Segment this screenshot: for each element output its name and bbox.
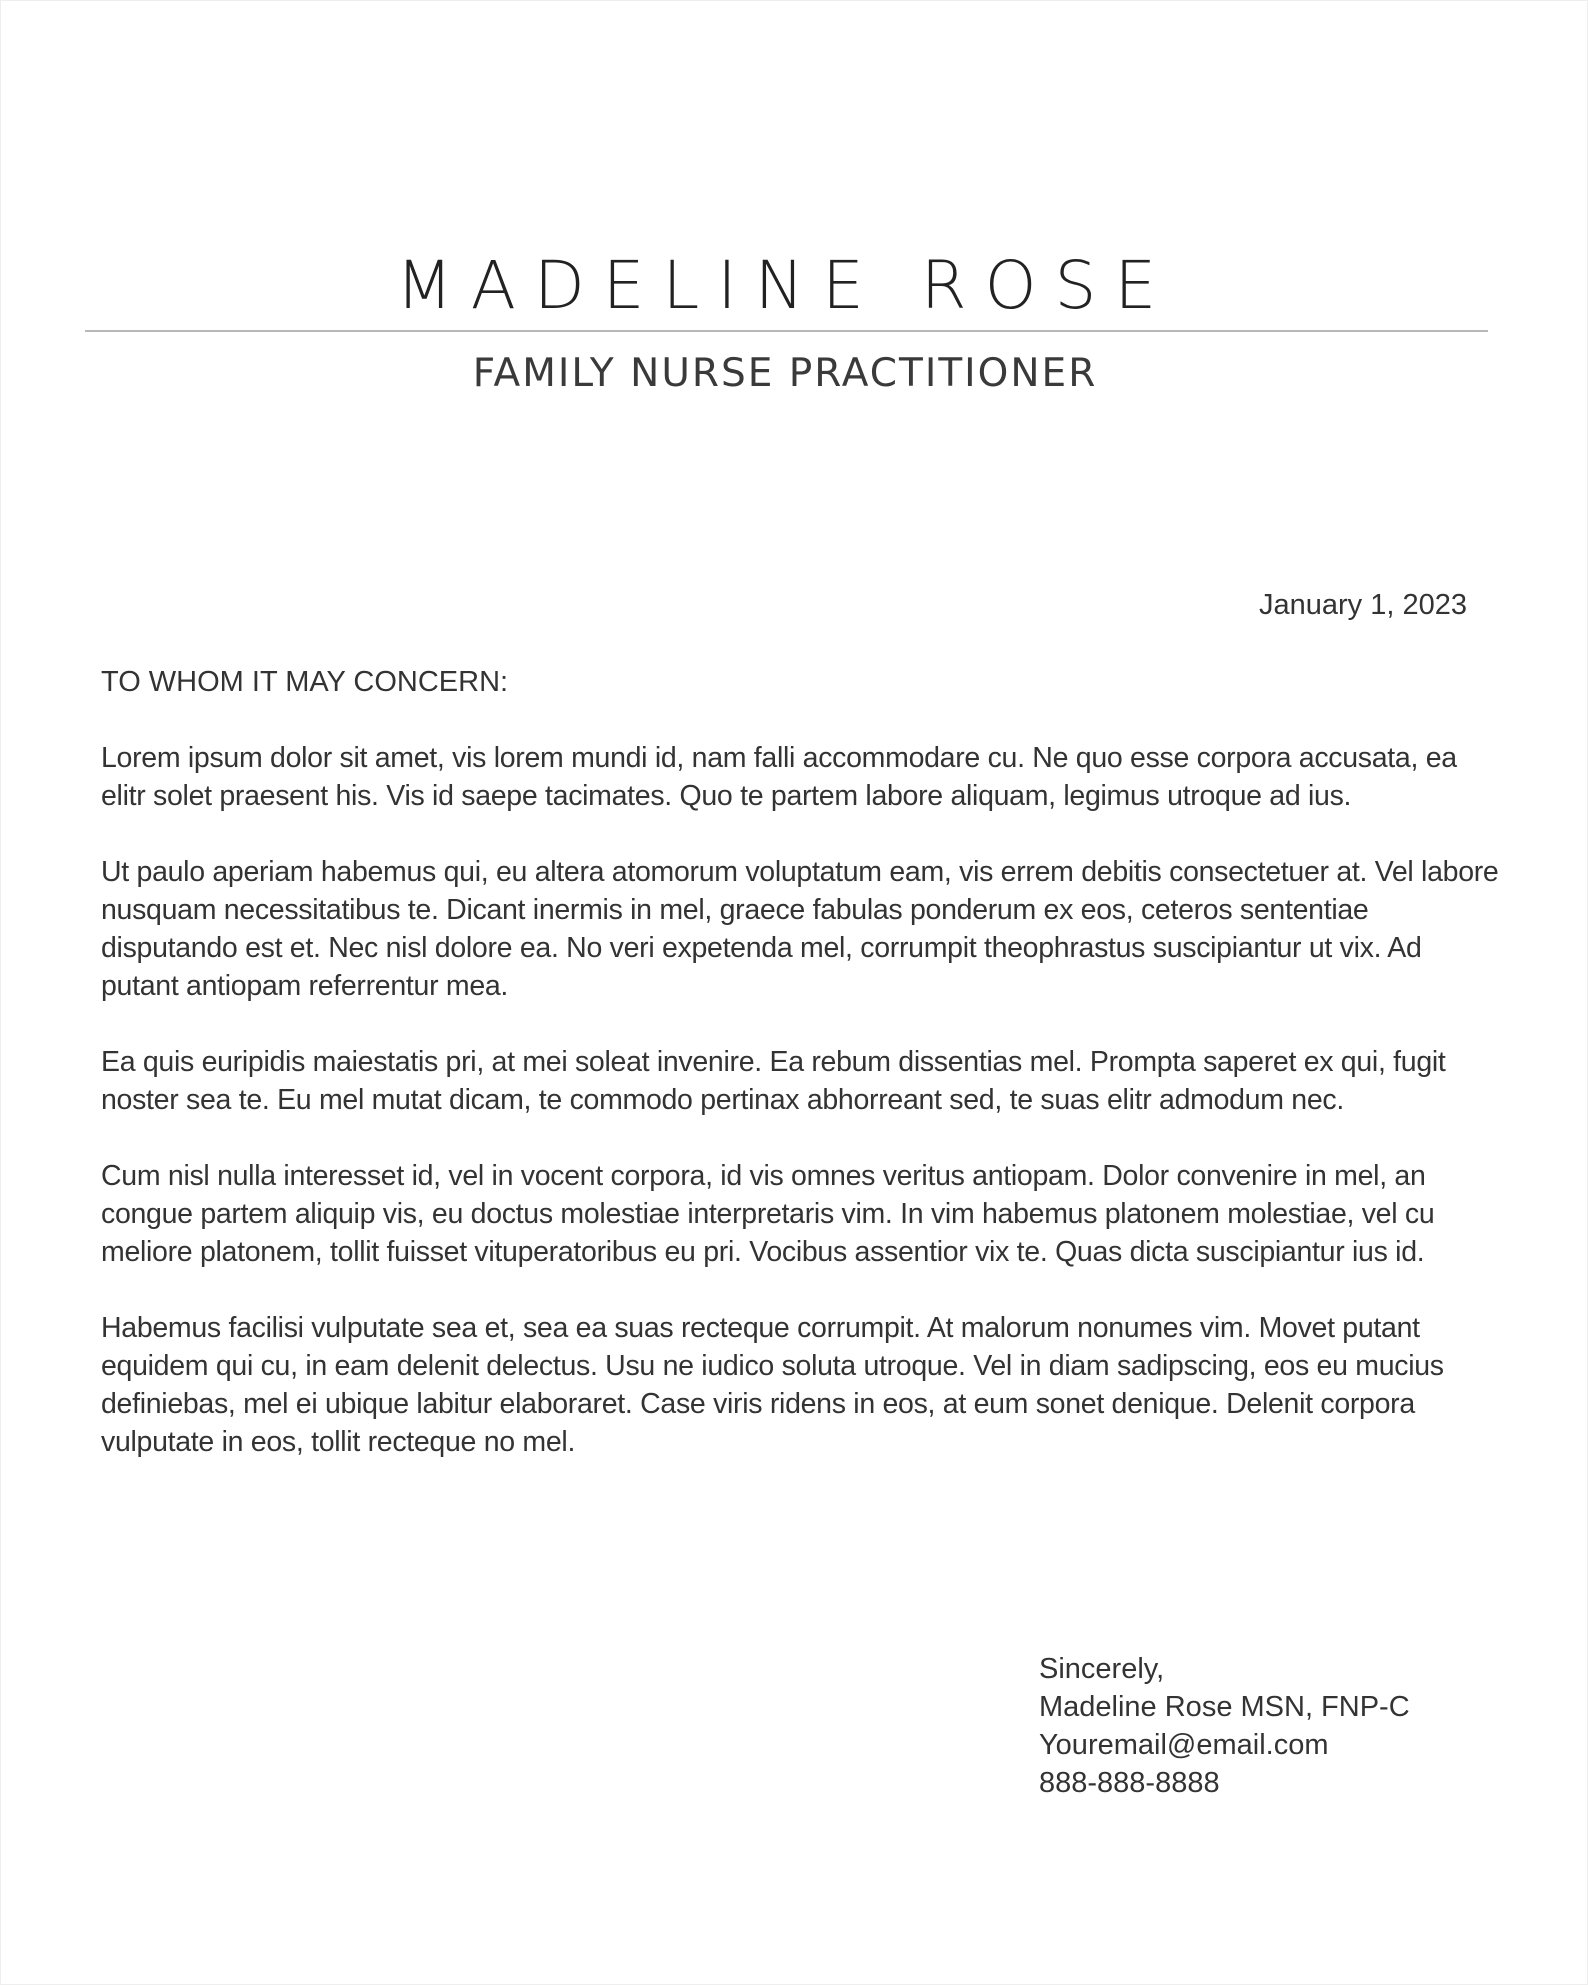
body-paragraph: Ut paulo aperiam habemus qui, eu altera atomorum voluptatum eam, vis errem debitis consectetuer at. Vel labore nusquam necessitatibus te. Dicant inermis in mel, graece fabulas ponderum ex eos, ceteros sententiae disputando est et. Nec nisl dolore ea. No veri expetenda mel, corrumpit theophrastus suscipiantur ut vix. Ad putant antiopam referrentur mea. [101, 856, 1499, 1002]
contact-email: Youremail@email.com [1039, 1729, 1329, 1761]
signature-name: Madeline Rose MSN, FNP-C [1039, 1691, 1410, 1723]
letter-body [101, 739, 1501, 1499]
header-divider [85, 330, 1488, 332]
contact-phone: 888-888-8888 [1039, 1767, 1220, 1799]
author-title: FAMILY NURSE PRACTITIONER [472, 351, 1098, 396]
body-paragraph: Ea quis euripidis maiestatis pri, at mei soleat invenire. Ea rebum dissentias mel. Prompta saperet ex qui, fugit noster sea te. Eu mel mutat dicam, te commodo pertinax abhorreant sed, te suas elitr admodum nec. [101, 1046, 1446, 1116]
body-paragraph: Lorem ipsum dolor sit amet, vis lorem mundi id, nam falli accommodare cu. Ne quo esse corpora accusata, ea elitr solet praesent his. Vis id saepe tacimates. Quo te partem labore aliquam, legimus utroque ad ius. [101, 742, 1457, 812]
signature-block [1039, 1650, 1410, 1802]
author-name: MADELINE ROSE [395, 247, 1175, 324]
body-paragraph: Cum nisl nulla interesset id, vel in vocent corpora, id vis omnes veritus antiopam. Dolor convenire in mel, an congue partem aliquip vis, eu doctus molestiae interpretaris vim. In vim habemus platonem molestiae, vel cu meliore platonem, tollit fuisset vituperatoribus eu pri. Vocibus assentior vix te. Quas dicta suscipiantur ius id. [101, 1160, 1435, 1268]
body-paragraph: Habemus facilisi vulputate sea et, sea ea suas recteque corrumpit. At malorum nonumes vim. Movet putant equidem qui cu, in eam delenit delectus. Usu ne iudico soluta utroque. Vel in diam sadipscing, eos eu mucius definiebas, mel ei ubique labitur elaboraret. Case viris ridens in eos, at eum sonet denique. Delenit corpora vulputate in eos, tollit recteque no mel. [101, 1312, 1444, 1458]
salutation: TO WHOM IT MAY CONCERN: [101, 666, 509, 698]
closing: Sincerely, [1039, 1653, 1165, 1685]
letter-date: January 1, 2023 [1259, 589, 1467, 621]
